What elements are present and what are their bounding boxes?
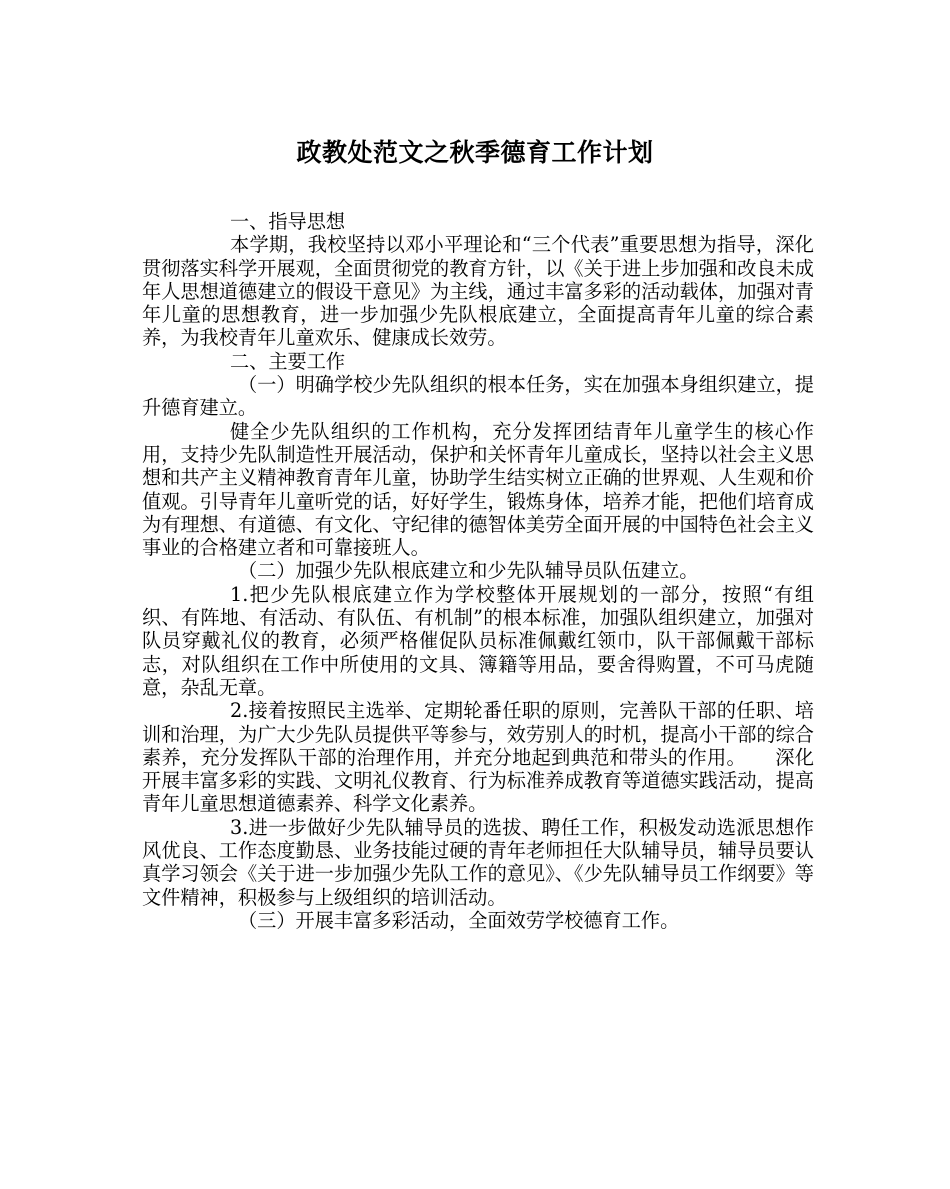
section-heading-main-work: 二、主要工作 — [230, 349, 346, 373]
paragraph-item-1: 1.把少先队根底建立作为学校整体开展规划的一部分，按照“有组织、有阵地、有活动、有队伍、有机制”的根本标准，加强队组织建立，加强对队员穿戴礼仪的教育，必须严格催促队员标准佩戴红领巾，队干部佩戴干部标志，对队组织在工作中所使用的文具、簿籍等用品，要舍得购置，不可马虎随意，杂乱无章。 — [142, 582, 814, 699]
subheading-1: （一）明确学校少先队组织的根本任务，实在加强本身组织建立，提升德育建立。 — [142, 373, 814, 420]
subheading-2: （二）加强少先队根底建立和少先队辅导员队伍建立。 — [238, 559, 699, 583]
paragraph-item-3: 3.进一步做好少先队辅导员的选拔、聘任工作，积极发动选派思想作风优良、工作态度勤恳、业务技能过硬的青年老师担任大队辅导员，辅导员要认真学习领会《关于进一步加强少先队工作的意见》、《少先队辅导员工作纲要》等文件精神，积极参与上级组织的培训活动。 — [142, 815, 814, 909]
subheading-3: （三）开展丰富多彩活动，全面效劳学校德育工作。 — [238, 908, 680, 932]
section-heading-guiding-thought: 一、指导思想 — [230, 210, 346, 233]
paragraph-organization: 健全少先队组织的工作机构，充分发挥团结青年儿童学生的核心作用，支持少先队制造性开展活动，保护和关怀青年儿童成长，坚持以社会主义思想和共产主义精神教育青年儿童，协助学生结实树立正确的世界观、人生观和价值观。引导青年儿童听党的话，好好学生，锻炼身体，培养才能，把他们培育成为有理想、有道德、有文化、守纪律的德智体美劳全面开展的中国特色社会主义事业的合格建立者和可靠接班人。 — [142, 419, 814, 560]
paragraph-guiding-thought: 本学期，我校坚持以邓小平理论和“三个代表”重要思想为指导，深化贯彻落实科学开展观，全面贯彻党的教育方针，以《关于进上步加强和改良未成年人思想道德建立的假设干意见》为主线，通过丰富多彩的活动载体，加强对青年儿童的思想教育，进一步加强少先队根底建立，全面提高青年儿童的综合素养，为我校青年儿童欢乐、健康成长效劳。 — [142, 233, 814, 350]
document-body — [142, 210, 814, 932]
document-title: 政教处范文之秋季德育工作计划 — [296, 138, 654, 167]
paragraph-item-2: 2.接着按照民主选举、定期轮番任职的原则，完善队干部的任职、培训和治理，为广大少先队员提供平等参与，效劳别人的时机，提高小干部的综合素养，充分发挥队干部的治理作用，并充分地起到典范和带头的作用。 深化开展丰富多彩的实践、文明礼仪教育、行为标准养成教育等道德实践活动，提高青年儿童思想道德素养、科学文化素养。 — [142, 699, 814, 816]
